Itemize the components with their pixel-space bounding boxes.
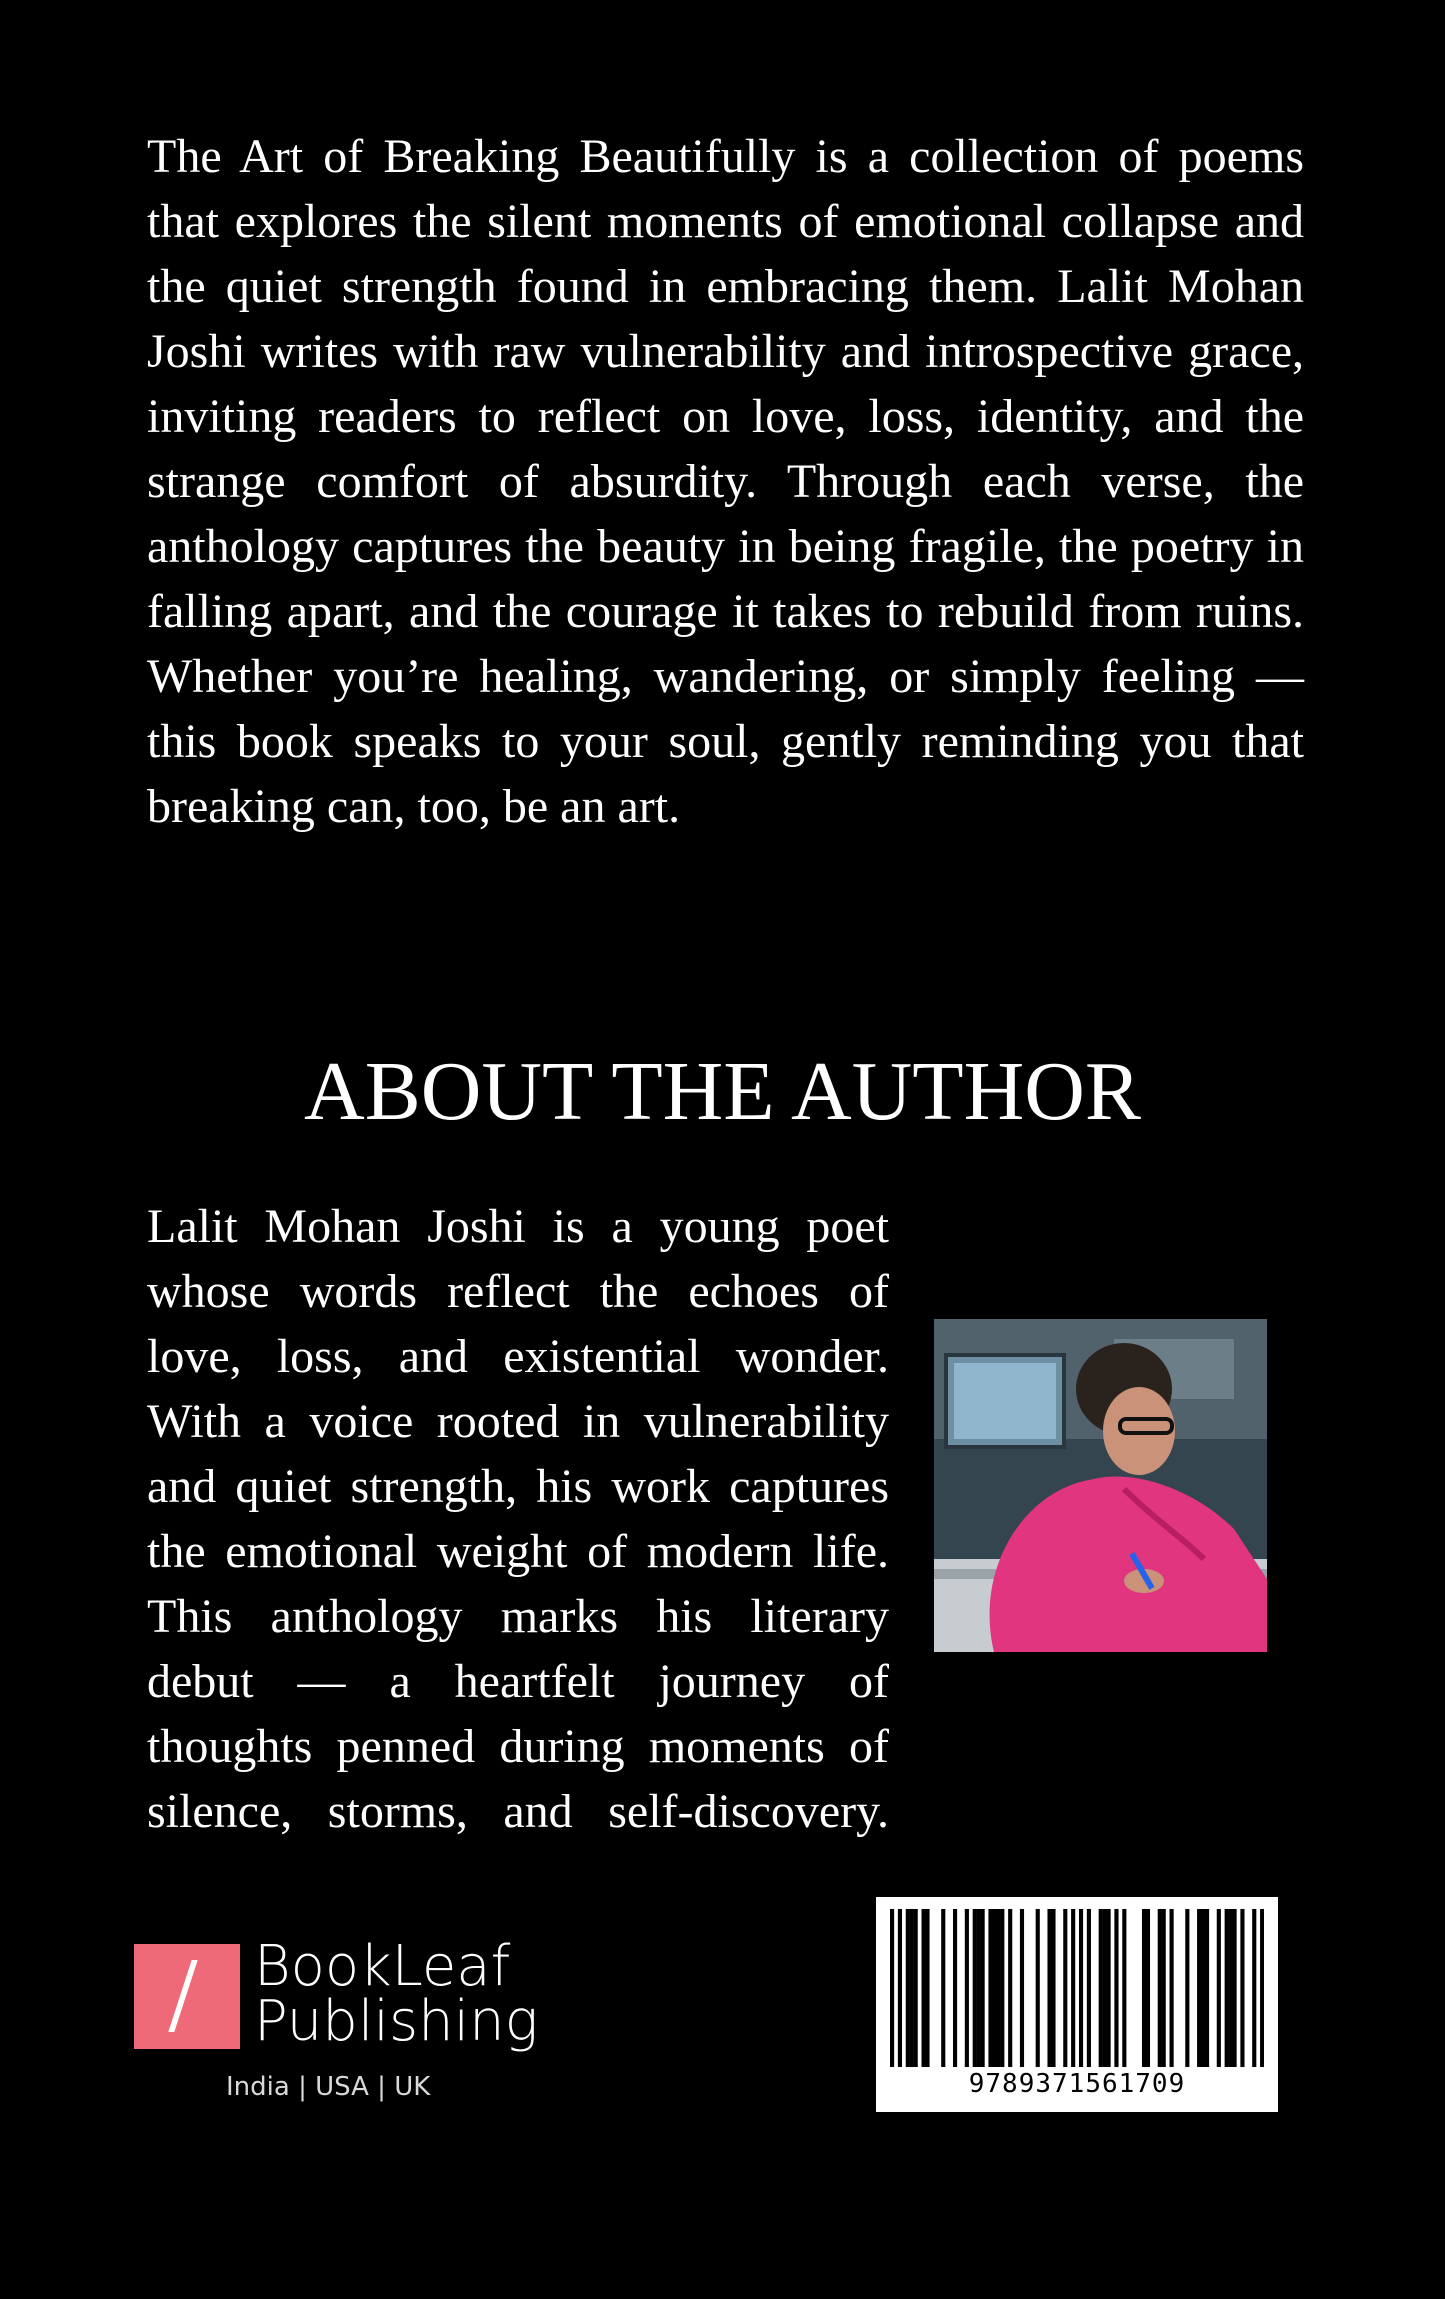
barcode-bar [1047,1909,1051,2067]
barcode-bar [953,1909,957,2067]
barcode-bar [1146,1909,1150,2067]
barcode-bar [977,1909,981,2067]
barcode-bar [1142,1909,1146,2067]
barcode-bar [1252,1909,1256,2067]
barcode-bar [1063,1909,1067,2067]
barcode-bar [925,1909,929,2067]
barcode-bar [1000,1909,1004,2067]
about-author-heading: ABOUT THE AUTHOR [304,1045,1141,1138]
barcode-bar [1114,1909,1118,2067]
barcode-bar [1197,1909,1201,2067]
barcode-bar [1185,1909,1189,2067]
barcode-bar [898,1909,902,2067]
barcode-bar [1020,1909,1024,2067]
barcode-bar [921,1909,925,2067]
barcode-bar [1240,1909,1244,2067]
barcode-bar [1122,1909,1126,2067]
barcode-bar [1158,1909,1162,2067]
barcode-bar [1107,1909,1111,2067]
logo-mark [134,1944,240,2049]
barcode-bar [1036,1909,1040,2067]
barcode-bar [1051,1909,1055,2067]
barcode-bar [1225,1909,1229,2067]
barcode-bar [965,1909,969,2067]
barcode-bar [1170,1909,1174,2067]
barcode-bar [1229,1909,1233,2067]
barcode-bar [1260,1909,1264,2067]
barcode-bar [910,1909,914,2067]
barcode-bar [973,1909,977,2067]
barcode-bar [1162,1909,1166,2067]
barcode-bar [988,1909,992,2067]
barcode-bars [890,1909,1264,2067]
barcode-bar [906,1909,910,2067]
author-photo [934,1319,1267,1652]
barcode-bar [981,1909,985,2067]
barcode-bar [1217,1909,1221,2067]
isbn-barcode [876,1897,1278,2112]
barcode-bar [941,1909,945,2067]
barcode-bar [992,1909,996,2067]
book-blurb: The Art of Breaking Beautifully is a collection of poems that explores the silent moments of emotional collapse and the quiet strength found in embracing them. Lalit Mohan Joshi writes with raw vulnerability and introspective grace, inviting readers to reflect on love, loss, identity, and the strange comfort of absurdity. Through each verse, the anthology captures the beauty in being fragile, the poetry in falling apart, and the courage it takes to rebuild from ruins. Whether you’re healing, wandering, or simply feeling — this book speaks to your soul, gently reminding you that breaking can, too, be an art. [147,130,1304,833]
barcode-bar [1233,1909,1237,2067]
barcode-bar [1008,1909,1012,2067]
barcode-bar [1201,1909,1205,2067]
barcode-bar [1087,1909,1091,2067]
barcode-bar [1103,1909,1107,2067]
barcode-bar [1071,1909,1075,2067]
author-bio: Lalit Mohan Joshi is a young poet whose words reflect the echoes of love, loss, and existential wonder. With a voice rooted in vulnerability and quiet strength, his work captures the emotional weight of modern life. This anthology marks his literary debut — a heartfelt journey of thoughts penned during moments of silence, storms, and self-discovery. [147,1200,889,1838]
barcode-bar [914,1909,918,2067]
barcode-bar [1205,1909,1209,2067]
barcode-bar [1079,1909,1083,2067]
publisher-name-line1: BookLeaf [254,1934,511,1999]
isbn-number: 9789371561709 [968,2069,1186,2099]
publisher-logo [134,1934,539,2114]
logo-slash-icon [168,1960,197,2032]
barcode-bar [890,1909,894,2067]
publisher-regions: India | USA | UK [226,2072,431,2102]
barcode-bar [996,1909,1000,2067]
publisher-name-line2: Publishing [254,1989,539,2054]
barcode-bar [1099,1909,1103,2067]
